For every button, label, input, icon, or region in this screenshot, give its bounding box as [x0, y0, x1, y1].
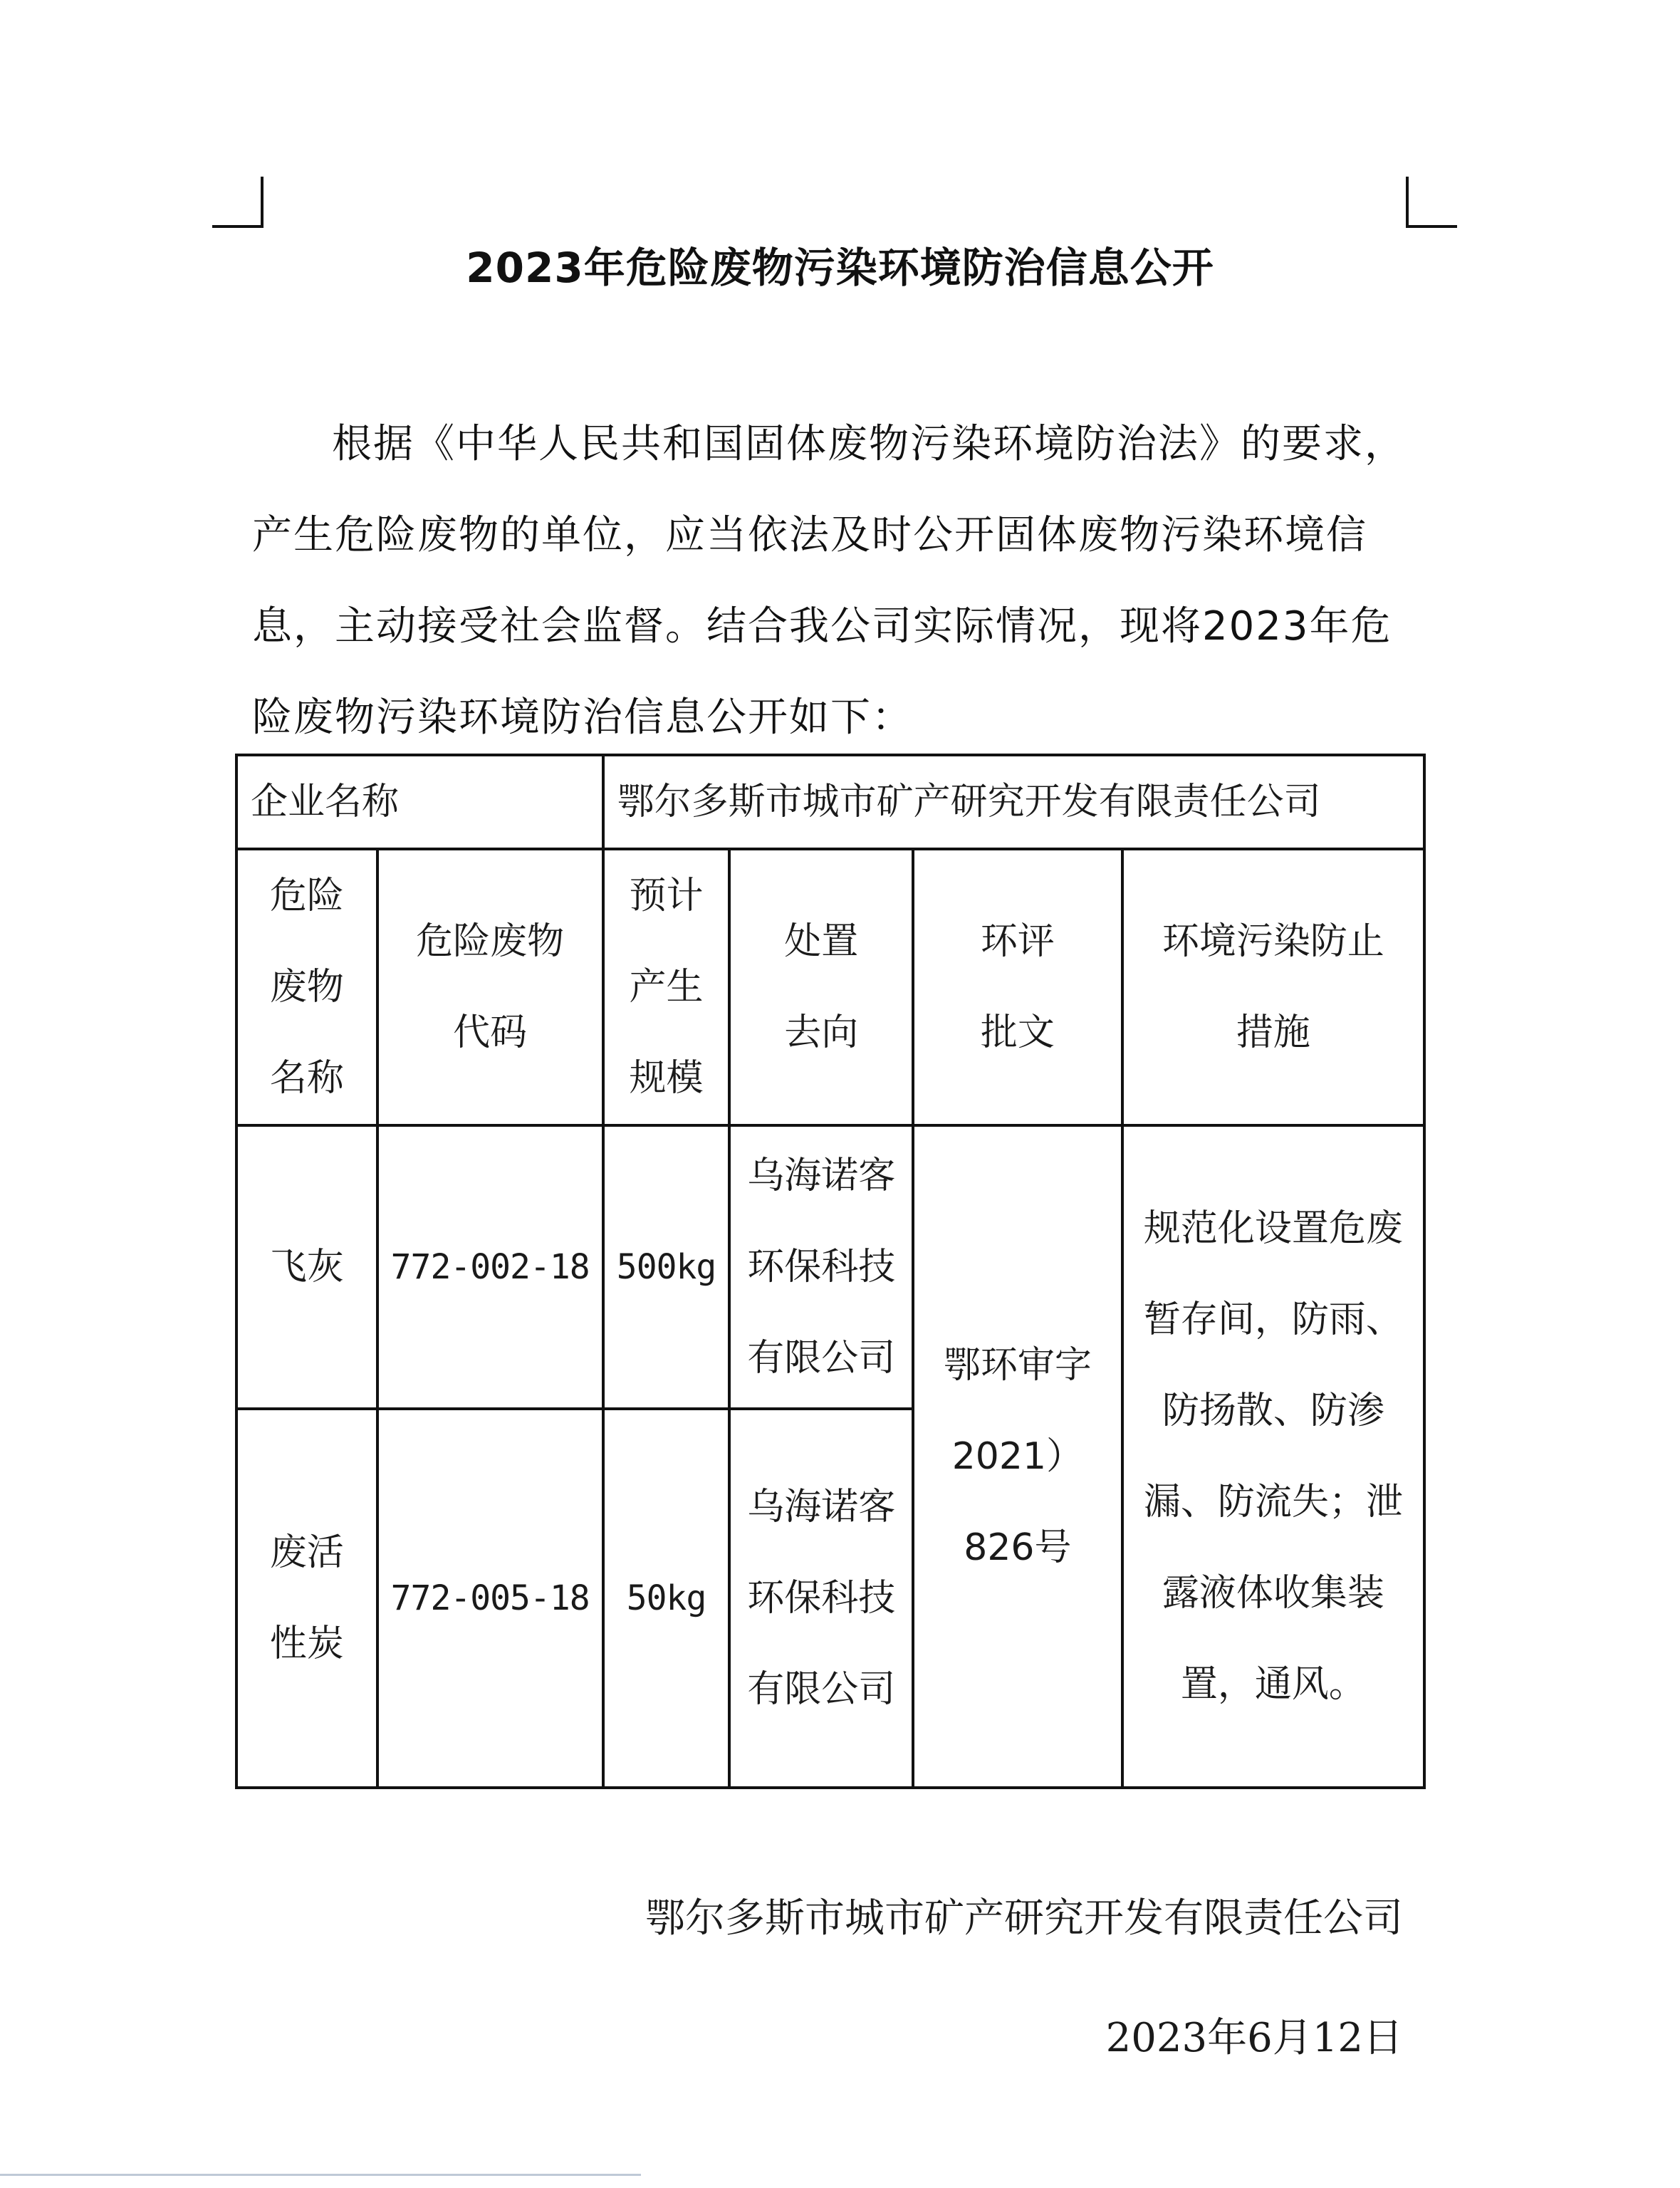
row1-disposal	[729, 1125, 913, 1409]
row2-waste-name	[236, 1409, 377, 1788]
header-eia-approval-text: 环评批文	[980, 920, 1055, 1054]
hazardous-waste-table	[235, 754, 1426, 1789]
row2-disposal	[729, 1409, 913, 1788]
intro-paragraph	[252, 399, 1420, 764]
header-measures	[1122, 849, 1424, 1125]
eia-approval-text: 鄂环审字2021）826号	[943, 1344, 1092, 1569]
header-waste-code	[377, 849, 603, 1125]
row2-disposal-text: 乌海诺客环保科技有限公司	[747, 1486, 896, 1711]
header-row	[236, 849, 1424, 1125]
eia-approval-cell	[913, 1125, 1122, 1788]
header-expected-scale-text: 预计产生规模	[629, 875, 704, 1100]
row1-waste-code: 772-002-18	[377, 1125, 603, 1409]
header-measures-text: 环境污染防止措施	[1162, 920, 1384, 1054]
header-waste-code-text: 危险废物代码	[416, 920, 565, 1054]
company-row	[236, 755, 1424, 849]
scan-edge-line	[0, 2174, 641, 2176]
header-waste-name	[236, 849, 377, 1125]
header-disposal	[729, 849, 913, 1125]
table-row	[236, 1125, 1424, 1409]
crop-mark-left-horizontal	[212, 225, 264, 228]
company-name: 鄂尔多斯市城市矿产研究开发有限责任公司	[603, 755, 1424, 849]
header-expected-scale	[603, 849, 730, 1125]
header-waste-name-text: 危险废物名称	[269, 875, 344, 1100]
measures-text: 规范化设置危废暂存间，防雨、防扬散、防渗漏、防流失；泄露液体收集装置，通风。	[1143, 1207, 1403, 1706]
row1-waste-name: 飞灰	[236, 1125, 377, 1409]
row2-expected-scale: 50kg	[603, 1409, 730, 1788]
document-title: 2023年危险废物污染环境防治信息公开	[466, 244, 1214, 292]
crop-mark-right	[1406, 177, 1409, 228]
header-eia-approval	[913, 849, 1122, 1125]
header-disposal-text: 处置去向	[784, 920, 859, 1054]
footer-company: 鄂尔多斯市城市矿产研究开发有限责任公司	[645, 1895, 1403, 1942]
crop-mark-right-horizontal	[1406, 225, 1457, 228]
row1-disposal-text: 乌海诺客环保科技有限公司	[747, 1155, 896, 1380]
row2-waste-name-text: 废活性炭	[269, 1531, 344, 1665]
row1-expected-scale: 500kg	[603, 1125, 730, 1409]
company-label: 企业名称	[236, 755, 603, 849]
crop-mark-left	[261, 177, 264, 228]
intro-text: 根据《中华人民共和国固体废物污染环境防治法》的要求，产生危险废物的单位，应当依法及时公开固体废物污染环境信息，主动接受社会监督。结合我公司实际情况，现将2023年危险废物污染环境防治信息公开如下：	[252, 421, 1406, 741]
row2-waste-code: 772-005-18	[377, 1409, 603, 1788]
footer-date: 2023年6月12日	[1105, 2015, 1403, 2061]
measures-cell	[1122, 1125, 1424, 1788]
